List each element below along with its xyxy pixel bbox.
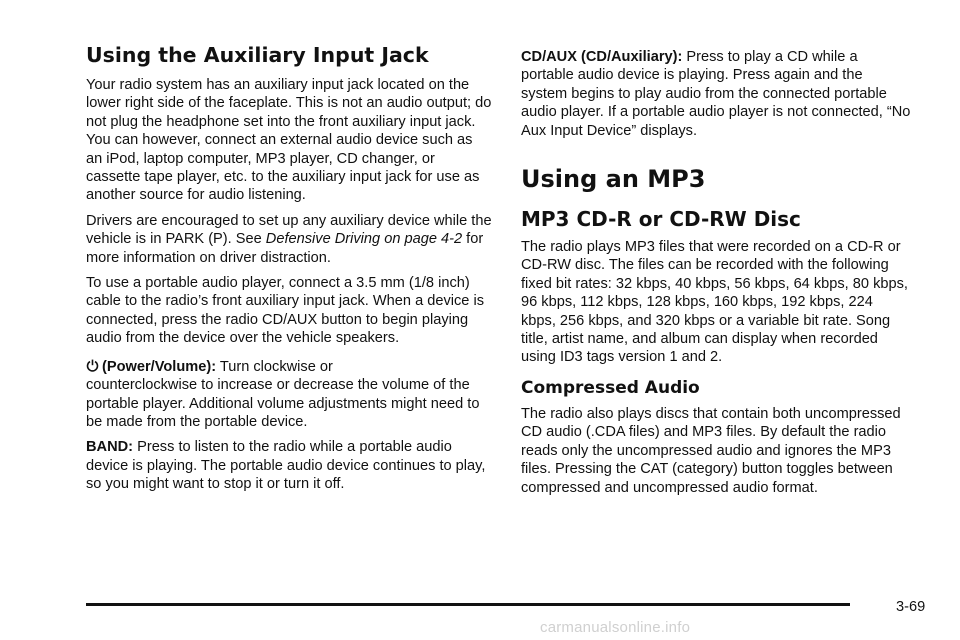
defensive-driving-reference: Defensive Driving on page 4-2 [265,231,463,248]
right-column [521,48,911,504]
paragraph-cd-aux [521,48,911,140]
band-label: BAND: [86,439,134,456]
heading-using-an-mp3: Using an MP3 [521,165,706,194]
watermark: carmanualsonline.info [540,619,691,636]
paragraph-power-volume-cont: counterclockwise to increase or decrease the volume of the portable player. Additional volume adjustments might need to be made from the portable device. [86,377,480,430]
page-number: 3-69 [896,599,926,615]
power-volume-label: (Power/Volume): [102,358,217,375]
left-column [86,42,492,501]
cd-aux-text: Press to play a CD while a portable audio device is playing. Press again and the system begins to play audio from the connected portable audio player. If a portable audio player is not connected, “No Aux Input Device” displays. [521,49,911,139]
heading-mp3-cd-disc: MP3 CD-R or CD-RW Disc [521,207,801,232]
paragraph-driver-distraction [86,212,492,267]
driver-text-before: Drivers are encouraged to set up any auxiliary device while the vehicle is in PARK (P). See [86,212,492,248]
heading-auxiliary-input-jack: Using the Auxiliary Input Jack [86,43,429,67]
paragraph-mp3-disc: The radio plays MP3 files that were recorded on a CD-R or CD-RW disc. The files can be recorded with the following fixed bit rates: 32 kbps, 40 kbps, 56 kbps, 64 kbps, 80 kbps, 96 kbps, 112 kbps, 128 kbps, 160 kbps, 192 kbps, 224 kbps, 256 kbps, and 320 kbps or a variable bit rate. Song title, artist name, and album can display when recorded using ID3 tags version 1 and 2. [521,239,908,366]
paragraph-portable-player: To use a portable audio player, connect a 3.5 mm (1/8 inch) cable to the radio’s front auxiliary input jack. When a device is connected, press the radio CD/AUX button to begin playing audio from the device over the vehicle speakers. [86,275,485,347]
power-volume-line [86,358,492,376]
paragraph-band [86,438,492,493]
footer-rule [86,603,850,606]
paragraph-compressed-audio: The radio also plays discs that contain both uncompressed CD audio (.CDA files) and MP3 files. By default the radio reads only the uncompressed audio and ignores the MP3 files. Pressing the CAT (category) button toggles between compressed and uncompressed audio format. [521,405,901,496]
heading-compressed-audio: Compressed Audio [521,377,700,398]
cd-aux-label: CD/AUX (CD/Auxiliary): [521,49,683,65]
power-icon [86,359,99,372]
power-volume-text: Turn clockwise or [219,358,333,375]
driver-text-after: for more information on driver distraction. [86,231,484,266]
band-text: Press to listen to the radio while a portable audio device is playing. The portable audio device continues to play, so you might want to stop it or turn it off. [86,439,486,493]
paragraph-aux-jack-intro: Your radio system has an auxiliary input jack located on the lower right side of the faceplate. This is not an audio output; do not plug the headphone set into the front auxiliary input jack. You can however, connect an external audio device such as an iPod, laptop computer, MP3 player, CD changer, or cassette tape player, etc. to the auxiliary input jack for use as another source for audio listening. [86,77,492,204]
